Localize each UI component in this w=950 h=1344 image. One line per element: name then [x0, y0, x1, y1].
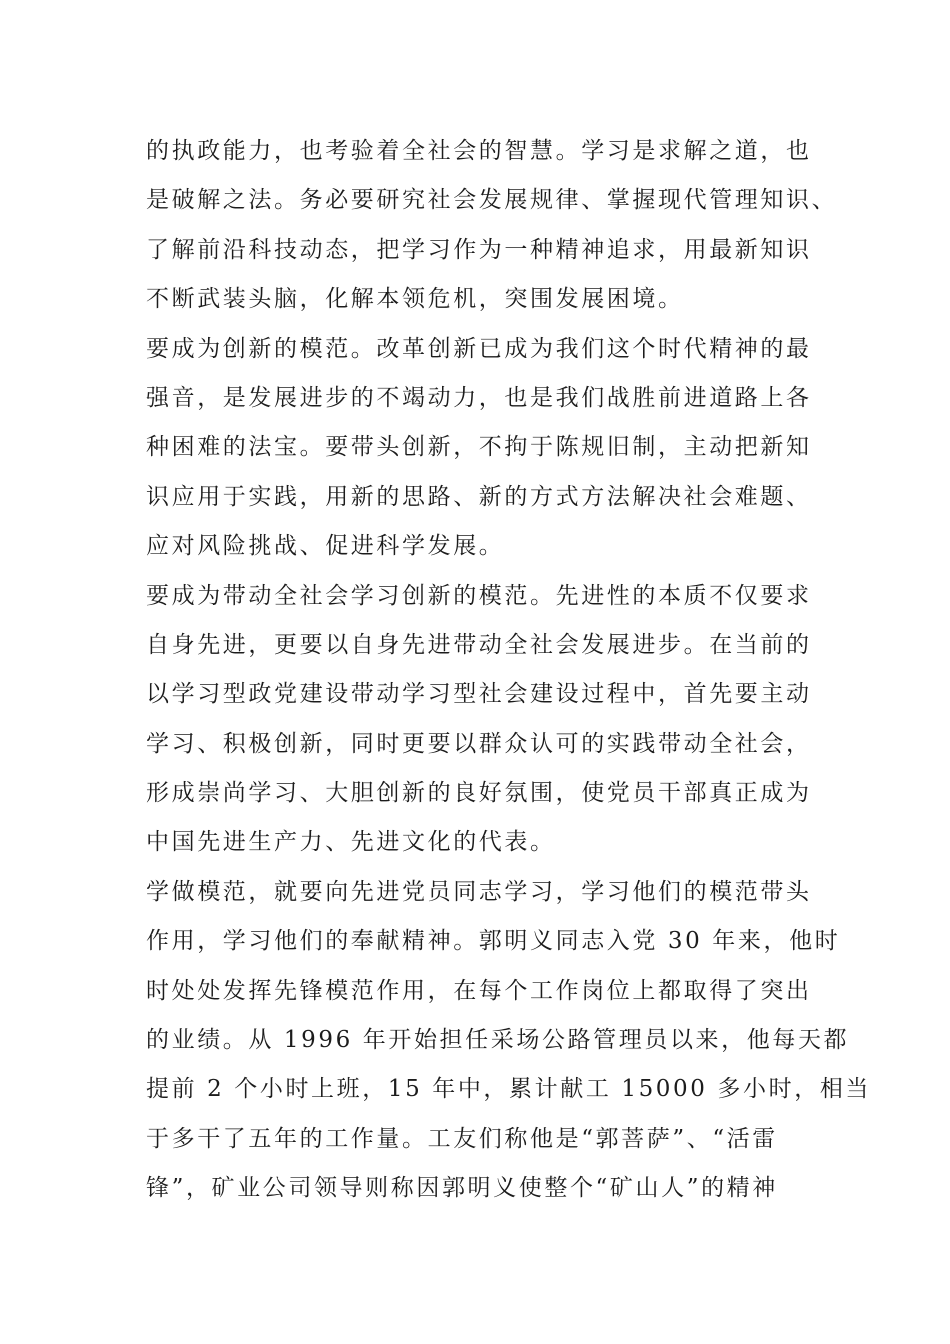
text-line: 种困难的法宝。要带头创新，不拘于陈规旧制，主动把新知 [146, 434, 812, 461]
text-line: 的执政能力，也考验着全社会的智慧。学习是求解之道，也 [146, 138, 812, 164]
text-line: 作用，学习他们的奉献精神。郭明义同志入党 30 年来，他时 [146, 928, 841, 955]
text-line: 学习、积极创新，同时更要以群众认可的实践带动全社会， [146, 730, 812, 757]
text-line: 应对风险挑战、促进科学发展。 [146, 533, 505, 560]
text-line: 的业绩。从 1996 年开始担任采场公路管理员以来，他每天都 [146, 1027, 850, 1054]
text-line: 提前 2 个小时上班，15 年中，累计献工 15000 多小时，相当 [146, 1076, 872, 1103]
text-line: 学做模范，就要向先进党员同志学习，学习他们的模范带头 [146, 878, 812, 905]
text-line: 不断武装头脑，化解本领危机，突围发展困境。 [146, 286, 684, 313]
text-line: 识应用于实践，用新的思路、新的方式方法解决社会难题、 [146, 483, 812, 510]
text-line: 要成为创新的模范。改革创新已成为我们这个时代精神的最 [146, 335, 812, 362]
text-line: 以学习型政党建设带动学习型社会建设过程中，首先要主动 [146, 681, 812, 708]
text-line: 是破解之法。务必要研究社会发展规律、掌握现代管理知识、 [146, 187, 838, 214]
body-text [146, 127, 872, 1214]
text-line: 锋”，矿业公司领导则称因郭明义使整个“矿山人”的精神 [146, 1175, 778, 1202]
text-line: 强音，是发展进步的不竭动力，也是我们战胜前进道路上各 [146, 384, 812, 411]
text-line: 时处处发挥先锋模范作用，在每个工作岗位上都取得了突出 [146, 977, 812, 1004]
text-line: 于多干了五年的工作量。工友们称他是“郭菩萨”、“活雷 [146, 1125, 778, 1152]
text-line: 要成为带动全社会学习创新的模范。先进性的本质不仅要求 [146, 582, 812, 609]
text-line: 中国先进生产力、先进文化的代表。 [146, 829, 556, 856]
text-line: 自身先进，更要以自身先进带动全社会发展进步。在当前的 [146, 631, 812, 658]
text-line: 了解前沿科技动态，把学习作为一种精神追求，用最新知识 [146, 236, 812, 263]
text-line: 形成崇尚学习、大胆创新的良好氛围，使党员干部真正成为 [146, 780, 812, 807]
